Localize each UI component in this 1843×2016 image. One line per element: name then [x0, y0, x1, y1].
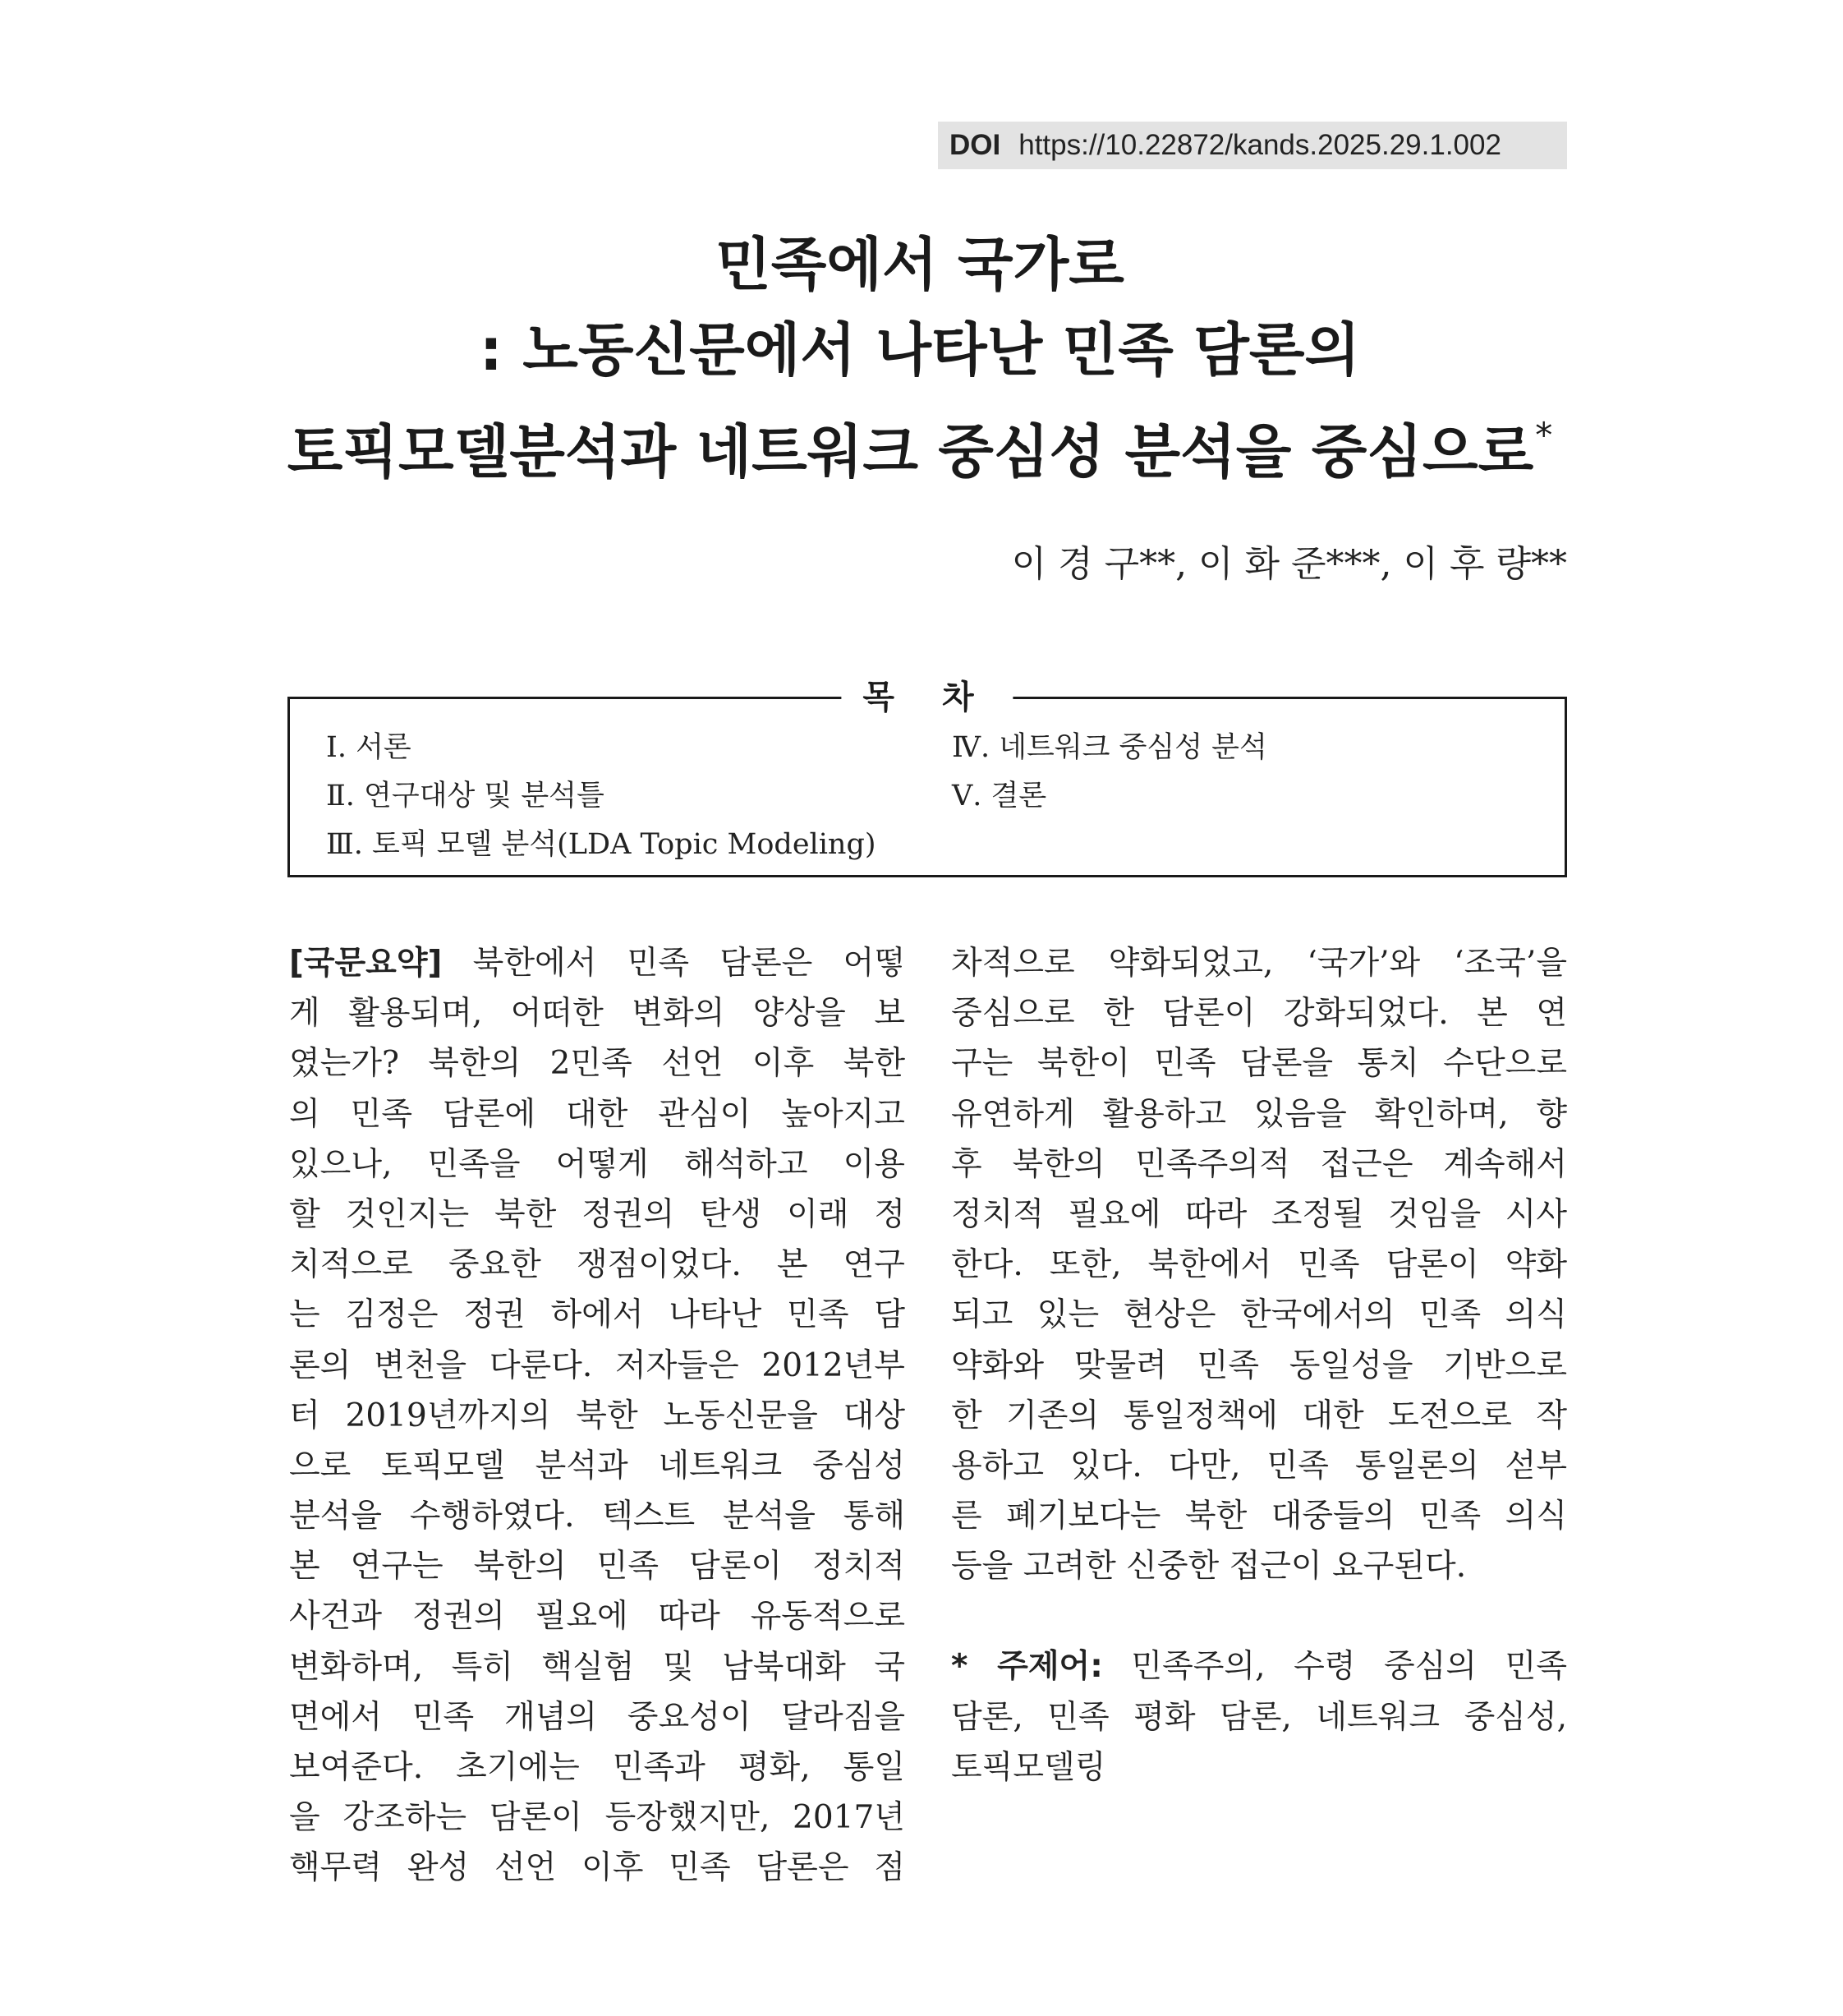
abstract-line: 본 연구는 북한의 민족 담론이 정치적 [289, 1548, 905, 1586]
abstract-line [289, 938, 905, 988]
abstract-line: 되고 있는 현상은 한국에서의 민족 의식 [951, 1296, 1567, 1334]
abstract-line: 핵무력 완성 선언 이후 민족 담론은 점 [289, 1849, 905, 1887]
abstract-line: 치적으로 중요한 쟁점이었다. 본 연구 [289, 1246, 905, 1284]
title-footnote-mark: * [1535, 415, 1553, 455]
abstract-line: 정치적 필요에 따라 조정될 것임을 시사 [951, 1195, 1567, 1233]
abstract-line: 한 기존의 통일정책에 대한 도전으로 작 [951, 1397, 1567, 1434]
abstract-line: 할 것인지는 북한 정권의 탄생 이래 정 [289, 1195, 905, 1233]
abstract-line: 있으나, 민족을 어떻게 해석하고 이용 [289, 1145, 905, 1183]
title-line-2: : 노동신문에서 나타난 민족 담론의 [479, 316, 1361, 384]
abstract-line: 변화하며, 특히 핵실험 및 남북대화 국 [289, 1648, 905, 1686]
abstract-line: 는 김정은 정권 하에서 나타난 민족 담 [289, 1296, 905, 1334]
toc-title: 목 차 [841, 674, 1013, 720]
abstract-line-text: 북한에서 민족 담론은 어떻 [442, 945, 905, 982]
abstract-line: 차적으로 약화되었고, ‘국가’와 ‘조국’을 [951, 945, 1567, 982]
abstract-line: 면에서 민족 개념의 중요성이 달라짐을 [289, 1698, 905, 1736]
toc-item: Ⅴ. 결론 [952, 780, 1047, 812]
keyword-line [951, 1641, 1567, 1692]
paper-title [181, 222, 1659, 495]
abstract-line: 유연하게 활용하고 있음을 확인하며, 향 [951, 1095, 1567, 1133]
abstract-line: 보여준다. 초기에는 민족과 평화, 통일 [289, 1749, 905, 1786]
toc-right-column [952, 724, 1267, 821]
abstract-line: 사건과 정권의 필요에 따라 유동적으로 [289, 1598, 905, 1636]
abstract-line: 의 민족 담론에 대한 관심이 높아지고 [289, 1095, 905, 1133]
abstract-line: 중심으로 한 담론이 강화되었다. 본 연 [951, 995, 1567, 1033]
keyword-line: 토픽모델링 [951, 1748, 1106, 1786]
keyword-line: 담론, 민족 평화 담론, 네트워크 중심성, [951, 1698, 1567, 1736]
paragraph-gap [951, 1591, 1567, 1641]
abstract-right-column [951, 938, 1567, 1793]
table-of-contents [287, 679, 1567, 877]
doi-label: DOI [949, 129, 1001, 161]
abstract-line: 등을 고려한 신중한 접근이 요구된다. [951, 1548, 1467, 1586]
toc-left-column [326, 724, 876, 869]
abstract-left-column [289, 938, 905, 1894]
abstract-line: 였는가? 북한의 2민족 선언 이후 북한 [289, 1045, 905, 1083]
abstract-line: 을 강조하는 담론이 등장했지만, 2017년 [289, 1799, 905, 1837]
keywords-label: * 주제어: [951, 1648, 1103, 1686]
abstract-line: 으로 토픽모델 분석과 네트워크 중심성 [289, 1447, 905, 1484]
abstract-line: 터 2019년까지의 북한 노동신문을 대상 [289, 1397, 905, 1434]
toc-item: Ⅱ. 연구대상 및 분석틀 [326, 780, 604, 812]
abstract-line: 한다. 또한, 북한에서 민족 담론이 약화 [951, 1246, 1567, 1284]
title-line-1: 민족에서 국가로 [715, 231, 1124, 298]
abstract-line: 후 북한의 민족주의적 접근은 계속해서 [951, 1145, 1567, 1183]
abstract-line: 분석을 수행하였다. 텍스트 분석을 통해 [289, 1498, 905, 1535]
abstract-line: 구는 북한이 민족 담론을 통치 수단으로 [951, 1045, 1567, 1083]
keyword-line-text: 민족주의, 수령 중심의 민족 [1102, 1648, 1567, 1686]
abstract-label: [국문요약] [289, 945, 443, 982]
toc-item: Ⅰ. 서론 [326, 731, 411, 764]
abstract-line: 게 활용되며, 어떠한 변화의 양상을 보 [289, 995, 905, 1033]
toc-item: Ⅲ. 토픽 모델 분석(LDA Topic Modeling) [326, 828, 876, 861]
title-line-3 [181, 393, 1659, 495]
toc-item: Ⅳ. 네트워크 중심성 분석 [952, 731, 1267, 764]
abstract-line: 론의 변천을 다룬다. 저자들은 2012년부 [289, 1346, 905, 1384]
abstract-line: 용하고 있다. 다만, 민족 통일론의 섣부 [951, 1447, 1567, 1484]
abstract-line: 약화와 맞물려 민족 동일성을 기반으로 [951, 1346, 1567, 1384]
author-list: 이 경 구**, 이 화 준***, 이 후 량** [1011, 543, 1567, 585]
abstract-line: 른 폐기보다는 북한 대중들의 민족 의식 [951, 1498, 1567, 1535]
doi-link[interactable]: https://10.22872/kands.2025.29.1.002 [1018, 129, 1501, 161]
title-line-3-text: 토픽모델분석과 네트워크 중심성 분석을 중심으로 [287, 418, 1534, 486]
doi-banner [938, 122, 1567, 169]
